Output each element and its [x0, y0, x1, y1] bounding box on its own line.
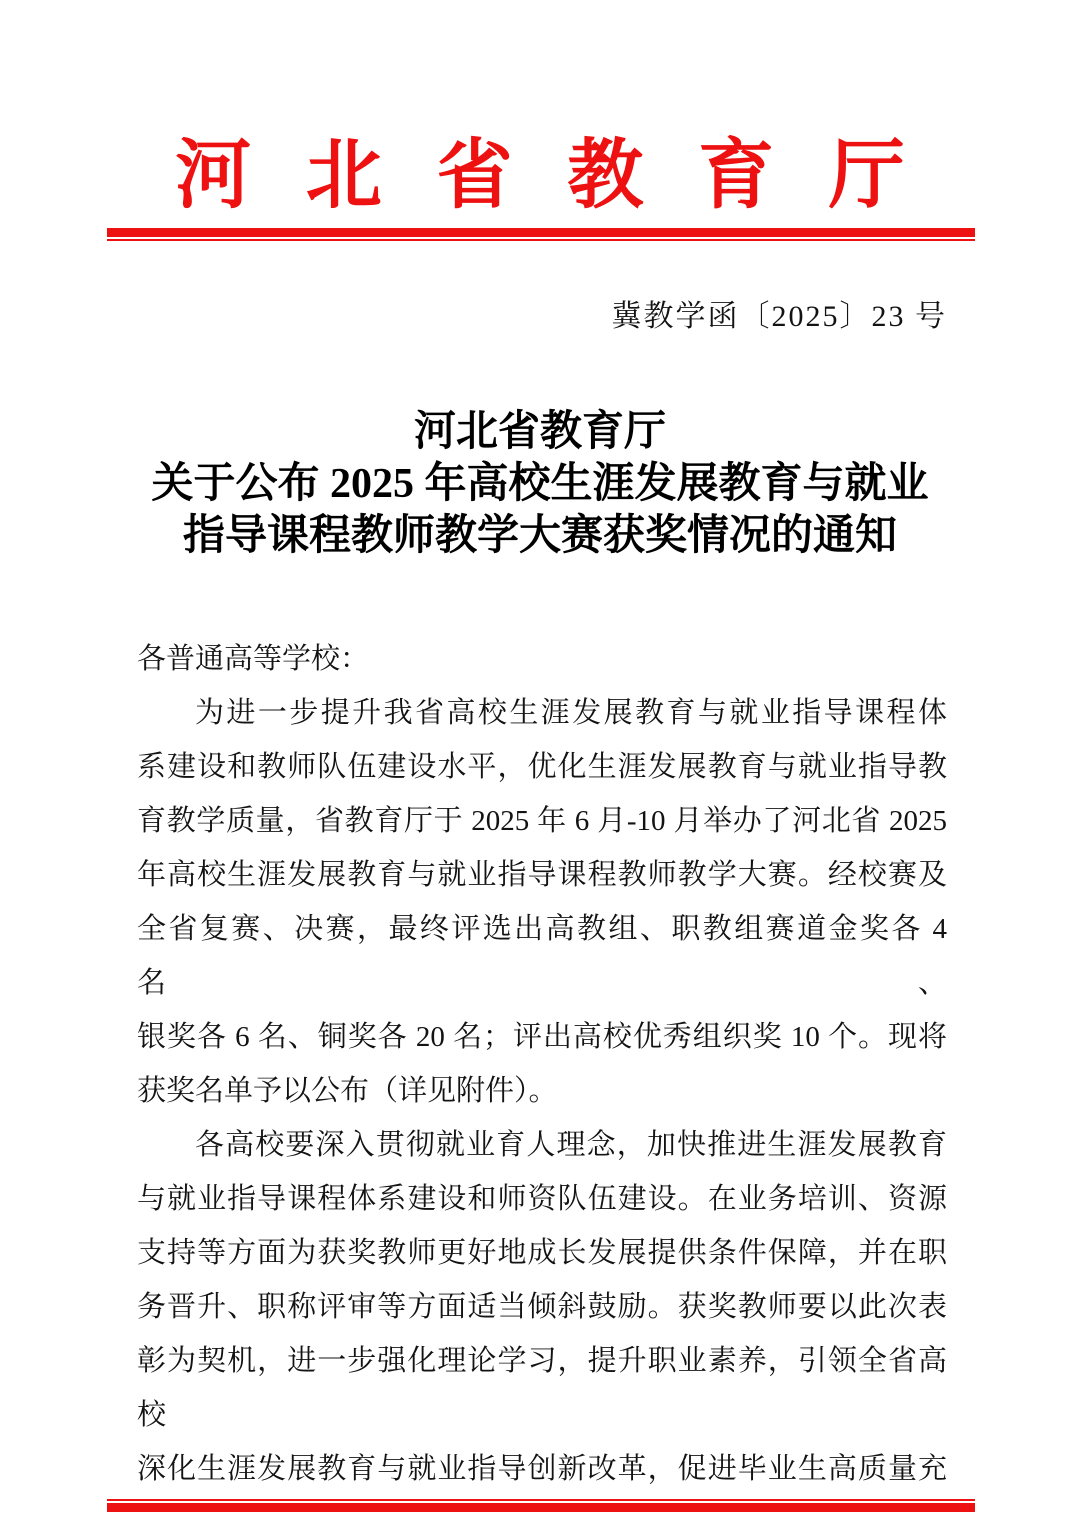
- body-line: 支持等方面为获奖教师更好地成长发展提供条件保障，并在职: [137, 1237, 947, 1269]
- rule-thin-bar: [107, 239, 975, 241]
- body-line: 全省复赛、决赛，最终评选出高教组、职教组赛道金奖各 4 名、: [137, 913, 947, 999]
- agency-name-text: 河北省教育厅: [175, 134, 960, 218]
- letterhead-rule: [107, 228, 975, 241]
- body-line: 彰为契机，进一步强化理论学习，提升职业素养，引领全省高校: [137, 1345, 947, 1431]
- body-line: 与就业指导课程体系建设和师资队伍建设。在业务培训、资源: [137, 1183, 947, 1215]
- agency-name: [0, 134, 1080, 218]
- body-line: 年高校生涯发展教育与就业指导课程教师教学大赛。经校赛及: [137, 859, 947, 891]
- body-line: 务晋升、职称评审等方面适当倾斜鼓励。获奖教师要以此次表: [137, 1291, 947, 1323]
- notice-title: [0, 406, 1080, 562]
- title-line-1: 河北省教育厅: [413, 409, 666, 455]
- page-footer: [0, 1499, 1080, 1512]
- body-line: 获奖名单予以公布（详见附件）。: [137, 1075, 558, 1107]
- body-line: 系建设和教师队伍建设水平，优化生涯发展教育与就业指导教: [137, 751, 947, 783]
- body-line: 银奖各 6 名、铜奖各 20 名；评出高校优秀组织奖 10 个。现将: [137, 1021, 947, 1053]
- body-line: 深化生涯发展教育与就业指导创新改革，促进毕业生高质量充: [137, 1453, 947, 1485]
- footer-rule: [107, 1499, 975, 1512]
- document-number: 冀教学函〔2025〕23 号: [611, 300, 947, 333]
- body-line: 为进一步提升我省高校生涯发展教育与就业指导课程体: [195, 697, 947, 729]
- letterhead: [0, 134, 1080, 241]
- title-line-2: 关于公布 2025 年高校生涯发展教育与就业: [151, 461, 929, 507]
- body-line: 各高校要深入贯彻就业育人理念，加快推进生涯发展教育: [195, 1129, 947, 1161]
- body-line: 育教学质量，省教育厅于 2025 年 6 月-10 月举办了河北省 2025: [137, 805, 947, 837]
- rule-thick-bar: [107, 1503, 975, 1512]
- salutation: 各普通高等学校：: [137, 643, 370, 675]
- rule-thin-bar: [107, 1499, 975, 1501]
- title-line-3: 指导课程教师教学大赛获奖情况的通知: [182, 513, 897, 559]
- notice-body: [137, 632, 947, 1496]
- rule-thick-bar: [107, 228, 975, 237]
